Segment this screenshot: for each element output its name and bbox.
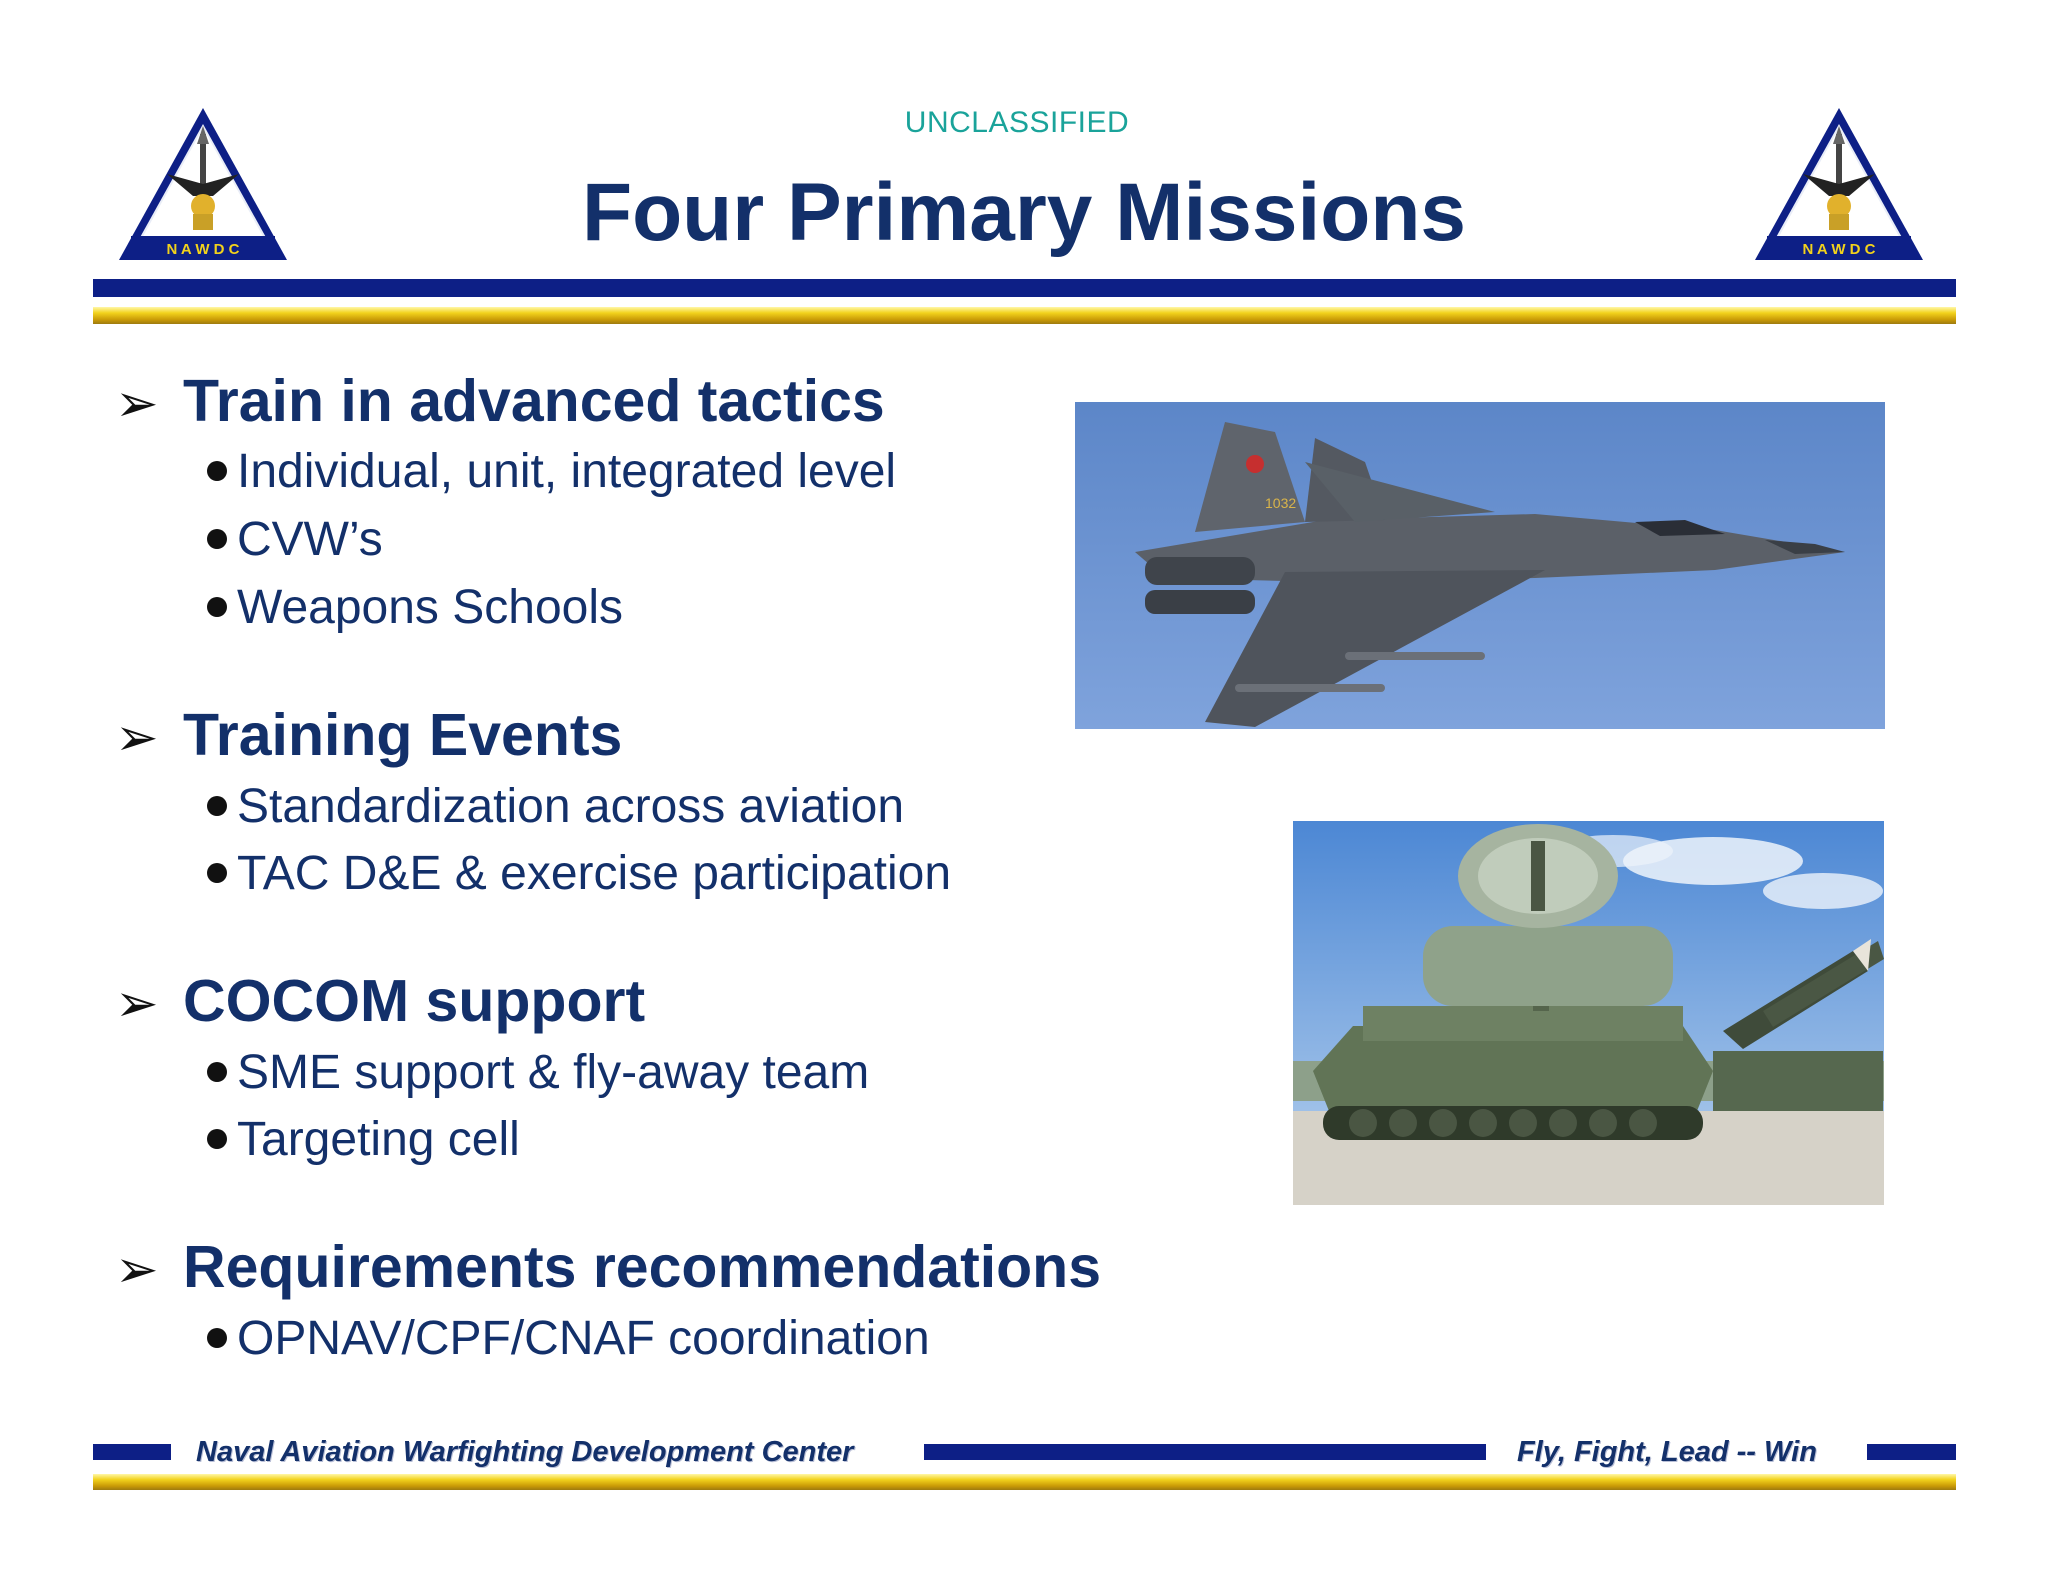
mission-item: Standardization across aviation xyxy=(207,783,904,831)
round-bullet-icon xyxy=(207,1328,227,1348)
fighter-jet-photo xyxy=(1075,402,1885,729)
classification-marking: UNCLASSIFIED xyxy=(904,106,1130,139)
arrow-bullet-icon: ➢ xyxy=(115,975,159,1033)
arrow-bullet-icon: ➢ xyxy=(115,1241,159,1299)
round-bullet-icon xyxy=(207,863,227,883)
nawdc-logo-icon xyxy=(1751,104,1927,264)
footer-navy-bar xyxy=(93,1444,171,1460)
mission-item: Individual, unit, integrated level xyxy=(207,448,896,496)
round-bullet-icon xyxy=(207,529,227,549)
round-bullet-icon xyxy=(207,461,227,481)
header-gold-bar xyxy=(93,307,1956,324)
mission-item: SME support & fly-away team xyxy=(207,1049,869,1097)
round-bullet-icon xyxy=(207,1062,227,1082)
mission-heading: ➢ COCOM support xyxy=(115,968,646,1034)
mission-item: Targeting cell xyxy=(207,1116,520,1164)
svg-text:N A W D C: N A W D C xyxy=(166,241,240,258)
mission-item: OPNAV/CPF/CNAF coordination xyxy=(207,1315,930,1363)
nawdc-logo-icon xyxy=(115,104,291,264)
radar-launcher-photo xyxy=(1293,821,1884,1205)
footer-motto: Fly, Fight, Lead -- Win xyxy=(1517,1436,1817,1468)
mission-item: Weapons Schools xyxy=(207,584,623,632)
arrow-bullet-icon: ➢ xyxy=(115,375,159,433)
round-bullet-icon xyxy=(207,597,227,617)
mission-item: CVW’s xyxy=(207,516,383,564)
mission-heading: ➢ Requirements recommendations xyxy=(115,1234,1102,1300)
round-bullet-icon xyxy=(207,796,227,816)
slide-title: Four Primary Missions xyxy=(581,167,1467,258)
header-navy-bar xyxy=(93,279,1956,297)
footer-gold-bar xyxy=(93,1474,1956,1490)
mission-heading: ➢ Train in advanced tactics xyxy=(115,368,885,434)
svg-text:N A W D C: N A W D C xyxy=(1802,241,1876,258)
footer-navy-bar xyxy=(924,1444,1486,1460)
svg-text:1032: 1032 xyxy=(1265,495,1297,511)
arrow-bullet-icon: ➢ xyxy=(115,709,159,767)
footer-navy-bar xyxy=(1867,1444,1956,1460)
footer-organization: Naval Aviation Warfighting Development Center xyxy=(196,1436,854,1468)
mission-heading: ➢ Training Events xyxy=(115,702,623,768)
mission-item: TAC D&E & exercise participation xyxy=(207,850,951,898)
round-bullet-icon xyxy=(207,1129,227,1149)
